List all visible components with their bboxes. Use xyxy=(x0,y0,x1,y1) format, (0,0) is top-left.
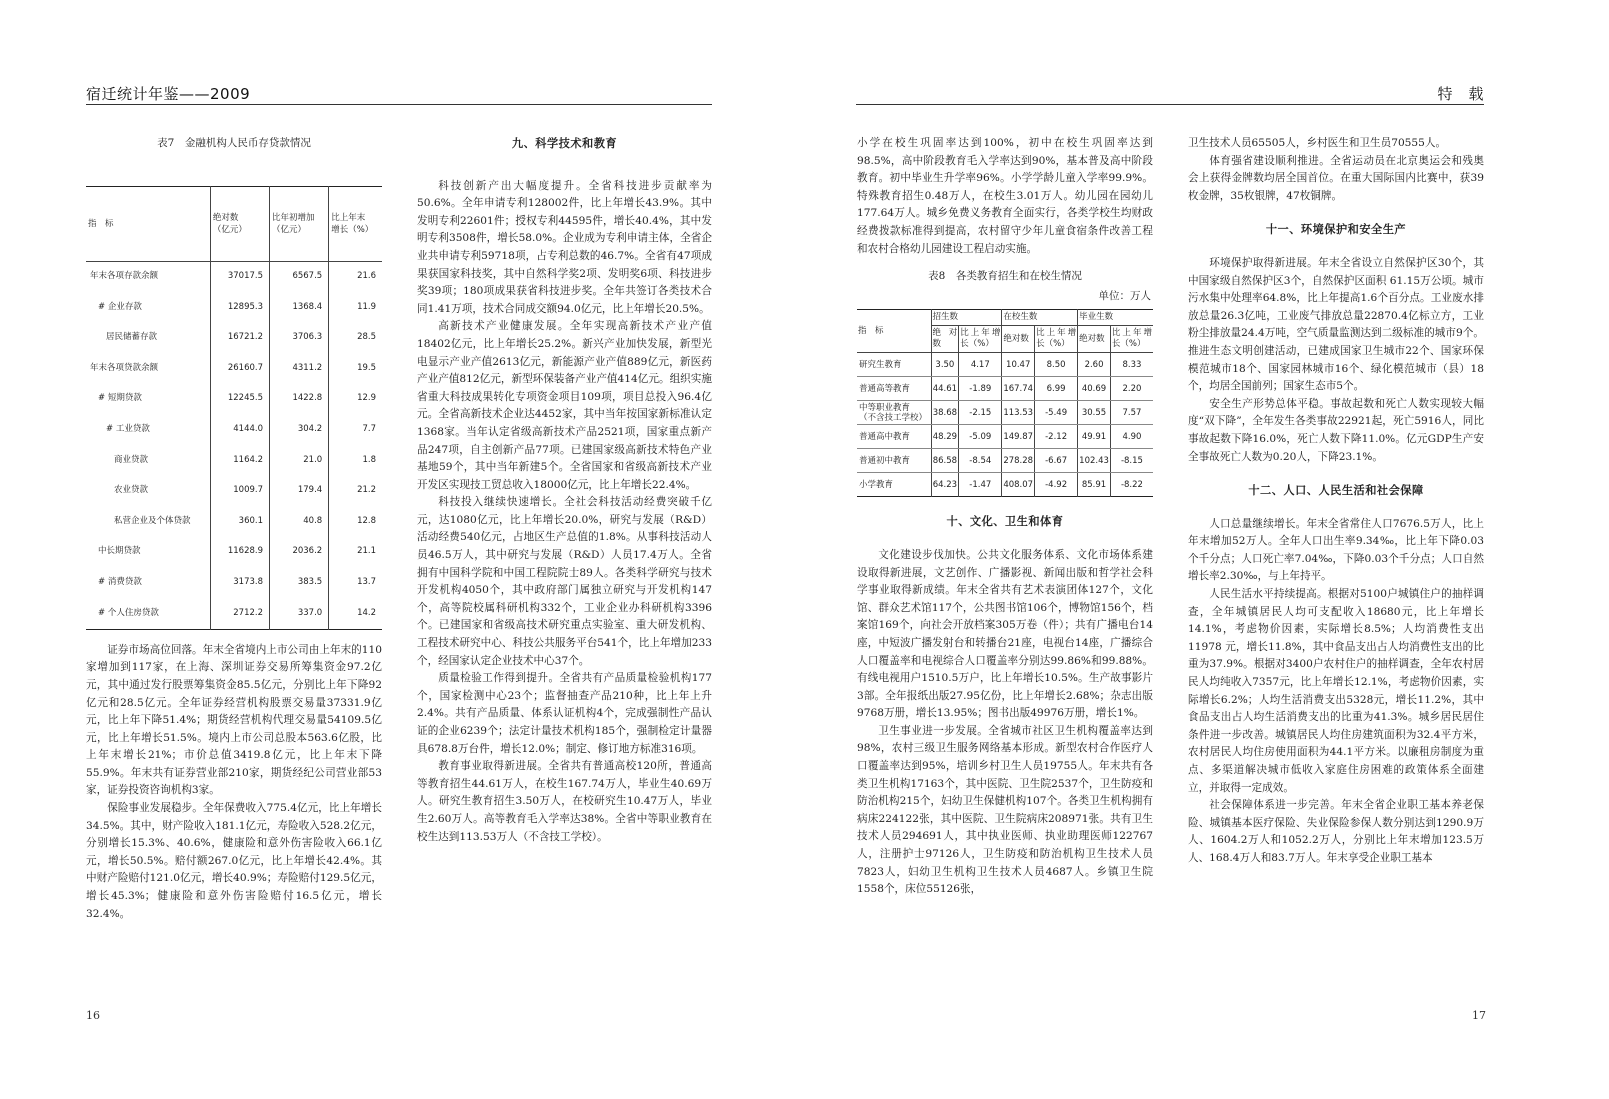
table7-cell-inc: 383.5 xyxy=(270,568,329,599)
table7-cell-inc: 40.8 xyxy=(270,506,329,537)
table7-row-label: 中长期贷款 xyxy=(98,546,141,557)
running-head-left: 宿迁统计年鉴——2009 xyxy=(86,85,251,103)
table8-cell: 8.50 xyxy=(1035,353,1078,377)
table8-row-label: 中等职业教育 （不含技工学校） xyxy=(857,401,931,425)
table7-header-inc: 比年初增加 （亿元） xyxy=(270,186,329,261)
left-page xyxy=(0,0,804,1099)
table8-row xyxy=(857,377,1153,401)
table8-cell: 102.43 xyxy=(1078,449,1111,473)
table8-row xyxy=(857,401,1153,425)
paragraph: 人口总量继续增长。年末全省常住人口7676.5万人，比上年末增加52万人。全年人口出生率9.34‰，比上年下降0.03个千分点；人口死亡率7.04‰，下降0.03个千分点；人口自然增长率2.30‰，与上年持平。 xyxy=(1188,517,1484,583)
table8-cell: 2.60 xyxy=(1078,353,1111,377)
table8-subheader: 比上年增长（%） xyxy=(959,326,1002,353)
table8-cell: -8.54 xyxy=(959,449,1002,473)
table8-cell: 4.90 xyxy=(1110,425,1153,449)
table7-cell-inc: 21.0 xyxy=(270,445,329,476)
table8-cell: 49.91 xyxy=(1078,425,1111,449)
table8-row-label: 普通高中教育 xyxy=(857,425,931,449)
table7-row-label: # 消费贷款 xyxy=(98,577,142,588)
paragraph: 教育事业取得新进展。全省共有普通高校120所，普通高等教育招生44.61万人，在校生167.74万人，毕业生40.69万人。研究生教育招生3.50万人，在校研究生10.47万人，毕业生2.60万人。高等教育毛入学率达38%。全省中等职业教育在校生达到113.53万人（不含技工学校）。 xyxy=(417,760,712,843)
table8-cell: 167.74 xyxy=(1002,377,1035,401)
left-column-1 xyxy=(86,135,382,923)
table7-cell-inc: 1368.4 xyxy=(270,292,329,323)
table7-cell-grow: 12.9 xyxy=(329,384,382,415)
table7-cell-grow: 19.5 xyxy=(329,353,382,384)
table7-row xyxy=(86,568,382,599)
table7-row xyxy=(86,537,382,568)
table7-row xyxy=(86,261,382,292)
table7-row-label: 年末各项贷款余额 xyxy=(90,362,159,373)
table8-subheader: 绝对数 xyxy=(1078,326,1111,353)
paragraph: 卫生事业进一步发展。全省城市社区卫生机构覆盖率达到98%，农村三级卫生服务网络基本形成。新型农村合作医疗人口覆盖率达到95%，培训乡村卫生人员19755人。年末共有各类卫生机构17163个，其中医院、卫生院2537个，卫生防疫和防治机构215个，妇幼卫生保健机构107个。各类卫生机构拥有病床224122张，其中医院、卫生院病床208971张。共有卫生技术人员294691人，其中执业医师、执业助理医师122767人，注册护士97126人，卫生防疫和防治机构卫生技术人员7823人，妇幼卫生机构卫生技术人员4687人。乡镇卫生院1558个，床位55126张， xyxy=(857,724,1153,896)
table8-cell: 3.50 xyxy=(931,353,959,377)
table8-cell: 30.55 xyxy=(1078,401,1111,425)
table8-cell: -6.67 xyxy=(1035,449,1078,473)
table8-cell: 86.58 xyxy=(931,449,959,473)
table8-row xyxy=(857,425,1153,449)
left-col1-text xyxy=(86,642,382,924)
table8-header-in-school: 在校生数 xyxy=(1002,310,1078,326)
table7-header-abs: 绝对数 （亿元） xyxy=(210,186,269,261)
header-rule-left xyxy=(86,104,712,105)
paragraph: 卫生技术人员65505人，乡村医生和卫生员70555人。 xyxy=(1188,137,1447,149)
table8-cell: -5.49 xyxy=(1035,401,1078,425)
table8-subheader: 比上年增长（%） xyxy=(1110,326,1153,353)
table8-cell: 8.33 xyxy=(1110,353,1153,377)
paragraph: 科技创新产出大幅度提升。全省科技进步贡献率为50.6%。全年申请专利128002件，比上年增长43.9%。其中发明专利22601件；授权专利44595件，增长40.4%，其中发明专利3508件，增长58.0%。企业成为专利申请主体，全省企业共申请专利59718项，占专利总数的46.7%。全省有47项成果获国家科技奖，其中自然科学奖2项、发明奖6项、科技进步奖39项；180项成果获省科技进步奖。全年共签订各类技术合同1.41万项，技术合同成交额94.0亿元，比上年增长20.5%。 xyxy=(417,179,712,315)
table7-header-indicator: 指 标 xyxy=(86,186,210,261)
table8-cell: 113.53 xyxy=(1002,401,1035,425)
right-column-2 xyxy=(1188,135,1484,868)
table7-cell-abs: 12245.5 xyxy=(210,384,269,415)
table7-row-label: # 企业存款 xyxy=(98,301,142,312)
table8 xyxy=(857,309,1153,497)
left-column-2 xyxy=(417,135,712,846)
table8-row-label: 普通高等教育 xyxy=(857,377,931,401)
table7-header-grow: 比上年末 增长（%） xyxy=(329,186,382,261)
table8-cell: -8.22 xyxy=(1110,473,1153,497)
table8-cell: 40.69 xyxy=(1078,377,1111,401)
table7-row xyxy=(86,384,382,415)
table7-body xyxy=(86,261,382,629)
table8-cell: -1.47 xyxy=(959,473,1002,497)
table8-cell: -5.09 xyxy=(959,425,1002,449)
table8-row-label: 小学教育 xyxy=(859,479,894,490)
page-number-left: 16 xyxy=(86,1009,100,1022)
section-heading-environment-safety: 十一、环境保护和安全生产 xyxy=(1265,223,1407,237)
paragraph: 小学在校生巩固率达到100%，初中在校生巩固率达到98.5%，高中阶段教育毛入学率达到90%，基本普及高中阶段教育。初中毕业生升学率96%。小学学龄儿童入学率99.9%。特殊教育招生0.48万人，在校生3.01万人。幼儿园在园幼儿177.64万人。城乡免费义务教育全面实行，各类学校生均财政经费拨款标准得到提高，农村留守少年儿童食宿条件改善工程和农村合格幼儿园建设工程启动实施。 xyxy=(857,137,1153,255)
table7-cell-abs: 4144.0 xyxy=(210,415,269,446)
table8-cell: 7.57 xyxy=(1110,401,1153,425)
table7-row xyxy=(86,323,382,354)
table7-cell-abs: 12895.3 xyxy=(210,292,269,323)
table7-cell-abs: 11628.9 xyxy=(210,537,269,568)
paragraph: 安全生产形势总体平稳。事故起数和死亡人数实现较大幅度“双下降”，全年发生各类事故22921起，死亡5916人，同比事故起数下降16.0%，死亡人数下降11.0%。亿元GDP生产安全事故死亡人数为0.20人，下降23.1%。 xyxy=(1188,397,1484,463)
paragraph: 质量检验工作得到提升。全省共有产品质量检验机构177个，国家检测中心23个；监督抽查产品210种，比上年上升2.4%。共有产品质量、体系认证机构4个，完成强制性产品认证的企业6239个；法定计量技术机构185个，强制检定计量器具678.8万台件，增长12.0%；制定、修订地方标准316项。 xyxy=(417,672,712,755)
table8-subheader: 绝对数 xyxy=(931,326,959,353)
table7-cell-grow: 12.8 xyxy=(329,506,382,537)
table8-cell: 6.99 xyxy=(1035,377,1078,401)
table7-cell-inc: 337.0 xyxy=(270,598,329,629)
paragraph: 体育强省建设顺利推进。全省运动员在北京奥运会和残奥会上获得金牌数均居全国首位。在重大国际国内比赛中，获39枚金牌，35枚银牌，47枚铜牌。 xyxy=(1188,154,1484,202)
table7-cell-abs: 1009.7 xyxy=(210,476,269,507)
table7-row xyxy=(86,598,382,629)
paragraph: 证券市场高位回落。年末全省境内上市公司由上年末的110家增加到117家，在上海、深圳证券交易所筹集资金97.2亿元，其中通过发行股票筹集资金85.5亿元，分别比上年下降92亿元和28.5亿元。全年证券经营机构股票交易量37331.9亿元，比上年下降51.4%；期货经营机构代理交易量54109.5亿元，比上年增长51.5%。境内上市公司总股本563.6亿股，比上年末增长21%；市价总值3419.8亿元，比上年末下降55.9%。年末共有证券营业部210家，期货经纪公司营业部53家，证券投资咨询机构3家。 xyxy=(86,643,382,797)
table7-row-label: 农业贷款 xyxy=(114,485,149,496)
table8-cell: -1.89 xyxy=(959,377,1002,401)
table8-row xyxy=(857,353,1153,377)
paragraph: 人民生活水平持续提高。根据对5100户城镇住户的抽样调查，全年城镇居民人均可支配收入18680元，比上年增长14.1%，考虑物价因素，实际增长8.5%；人均消费性支出11978 元，增长11.8%，其中食品支出占人均消费性支出的比重为37.9%。根据对3400户农村住户的抽样调查，全年农村居民人均纯收入7357元，比上年增长12.1%，考虑物价因素，实际增长6.2%；人均生活消费支出5328元，增长11.2%，其中食品支出占人均生活消费支出的比重为41.3%。城乡居民居住条件进一步改善。城镇居民人均住房建筑面积为32.4平方米，农村居民人均住房使用面积为44.1平方米。以廉租房制度为重点、多渠道解决城市低收入家庭住房困难的政策体系全面建立，并取得一定成效。 xyxy=(1188,588,1484,794)
table7-cell-grow: 28.5 xyxy=(329,323,382,354)
table8-header-indicator: 指 标 xyxy=(857,310,931,353)
paragraph: 科技投入继续快速增长。全社会科技活动经费突破千亿元，达1080亿元，比上年增长20.0%，研究与发展（R&D）活动经费540亿元，占地区生产总值的1.8%。从事科技活动人员46.5万人，其中研究与发展（R&D）人员17.4万人。全省拥有中国科学院和中国工程院院士89人。各类科学研究与技术开发机构4050个，其中政府部门属独立研究与开发机构147个，高等院校属科研机构332个，工业企业办科研机构3396个。已建国家和省级高技术研究重点实验室、重大研发机构、工程技术研究中心、科技公共服务平台541个，比上年增加233个，经国家认定企业技术中心37个。 xyxy=(417,496,712,667)
table8-cell: 38.68 xyxy=(931,401,959,425)
table7-header-row xyxy=(86,186,382,261)
table7-row-label: # 短期贷款 xyxy=(98,393,142,404)
table8-unit: 单位：万人 xyxy=(1098,289,1151,302)
table8-cell: 44.61 xyxy=(931,377,959,401)
table7-cell-grow: 11.9 xyxy=(329,292,382,323)
table8-row-label: 研究生教育 xyxy=(857,353,931,377)
paragraph: 环境保护取得新进展。年末全省设立自然保护区30个，其中国家级自然保护区3个，自然保护区面积 61.15万公顷。城市污水集中处理率64.8%，比上年提高1.6个百分点。工业废水排放总量26.3亿吨，工业废气排放总量22870.4亿标立方，工业粉尘排放量24.4万吨，空气质量监测达到二级标准的城市9个。推进生态文明创建活动，已建成国家卫生城市22个、国家环保模范城市18个、国家园林城市16个、绿化模范城市（县）18 个，均居全国前列；国家生态市5个。 xyxy=(1188,256,1484,393)
table8-body xyxy=(857,353,1153,497)
paragraph: 高新技术产业健康发展。全年实现高新技术产业产值18402亿元，比上年增长25.2%。新兴产业加快发展，新型光电显示产业产值2613亿元，新能源产业产值889亿元，新医药产业产值812亿元，新型环保装备产业产值414亿元。组织实施省重大科技成果转化专项资金项目109项，项目总投入96.4亿元。全省高新技术企业达4452家，其中当年按国家新标准认定1368家。当年认定省级高新技术产品2521项，国家重点新产品247项，自主创新产品77项。已建国家级高新技术特色产业基地59个，其中当年新建5个。全省国家和省级高新技术产业开发区实现技工贸总收入18000亿元，比上年增长22.4%。 xyxy=(417,320,712,491)
table8-cell: -2.15 xyxy=(959,401,1002,425)
table8-cell: 2.20 xyxy=(1110,377,1153,401)
table7-cell-inc: 179.4 xyxy=(270,476,329,507)
table7-cell-inc: 1422.8 xyxy=(270,384,329,415)
table7-cell-abs: 26160.7 xyxy=(210,353,269,384)
table7-caption: 表7 金融机构人民币存贷款情况 xyxy=(157,137,311,149)
table7-cell-inc: 304.2 xyxy=(270,415,329,446)
table7-cell-inc: 2036.2 xyxy=(270,537,329,568)
table7-cell-grow: 1.8 xyxy=(329,445,382,476)
table7-row xyxy=(86,445,382,476)
table8-header-enrollment: 招生数 xyxy=(931,310,1002,326)
table7-cell-inc: 6567.5 xyxy=(270,261,329,292)
paragraph: 社会保障体系进一步完善。年末全省企业职工基本养老保险、城镇基本医疗保险、失业保险参保人数分别达到1290.9万人、1604.2万人和1052.2万人，分别比上年末增加123.5万人、168.4万人和83.7万人。年末享受企业职工基本 xyxy=(1188,799,1484,864)
right-page xyxy=(805,0,1609,1099)
table7-cell-inc: 3706.3 xyxy=(270,323,329,354)
table7-cell-abs: 1164.2 xyxy=(210,445,269,476)
page-number-right: 17 xyxy=(1472,1009,1486,1022)
table8-cell: 10.47 xyxy=(1002,353,1035,377)
table7-cell-inc: 4311.2 xyxy=(270,353,329,384)
section-heading-culture-health-sports: 十、文化、卫生和体育 xyxy=(946,515,1064,529)
table8-cell: -4.92 xyxy=(1035,473,1078,497)
table8-caption: 表8 各类教育招生和在校生情况 xyxy=(928,270,1082,283)
header-rule-right xyxy=(856,104,1484,105)
table7-cell-grow: 13.7 xyxy=(329,568,382,599)
table7-row xyxy=(86,292,382,323)
table8-subheader: 比上年增长（%） xyxy=(1035,326,1078,353)
table7-cell-abs: 2712.2 xyxy=(210,598,269,629)
table7-cell-grow: 21.2 xyxy=(329,476,382,507)
table8-cell: -8.15 xyxy=(1110,449,1153,473)
section-heading-population-livelihood: 十二、人口、人民生活和社会保障 xyxy=(1248,484,1424,498)
table8-cell: 4.17 xyxy=(959,353,1002,377)
table7-row xyxy=(86,506,382,537)
table7-cell-abs: 360.1 xyxy=(210,506,269,537)
table8-cell: 85.91 xyxy=(1078,473,1111,497)
table7-row-label: 商业贷款 xyxy=(114,454,149,465)
right-column-1 xyxy=(857,135,1153,899)
table8-row xyxy=(857,473,1153,497)
table7-cell-abs: 37017.5 xyxy=(210,261,269,292)
table8-row xyxy=(857,449,1153,473)
table7-row-label: 私营企业及个体贷款 xyxy=(114,515,191,526)
table8-cell: 278.28 xyxy=(1002,449,1035,473)
paragraph: 文化建设步伐加快。公共文化服务体系、文化市场体系建设取得新进展，文艺创作、广播影视、新闻出版和哲学社会科学事业取得新成绩。年末全省共有艺术表演团体127个，文化馆、群众艺术馆117个，公共图书馆106个，博物馆156个，档案馆169个，向社会开放档案305万卷（件）；共有广播电台14座，中短波广播发射台和转播台21座，电视台14座，广播综合人口覆盖率和电视综合人口覆盖率分别达99.86%和99.88%。有线电视用户1510.5万户，比上年增长10.5%。生产故事影片3部。全年报纸出版27.95亿份，比上年增长2.68%；杂志出版9768万册，增长13.95%；图书出版49976万册，增长1%。 xyxy=(857,548,1153,720)
table7-row-label: 居民储蓄存款 xyxy=(106,332,158,343)
table8-cell: 408.07 xyxy=(1002,473,1035,497)
paragraph: 保险事业发展稳步。全年保费收入775.4亿元，比上年增长34.5%。其中，财产险收入181.1亿元，寿险收入528.2亿元，分别增长15.3%、40.6%，健康险和意外伤害险收入66.1亿元，增长50.5%。赔付额267.0亿元，比上年增长42.4%。其中财产险赔付121.0亿元，增长40.9%；寿险赔付129.5亿元，增长45.3%；健康险和意外伤害险赔付16.5亿元，增长32.4%。 xyxy=(86,802,382,920)
section-heading-science-education: 九、科学技术和教育 xyxy=(511,137,618,150)
table7-cell-grow: 14.2 xyxy=(329,598,382,629)
table8-group-header-row xyxy=(857,310,1153,326)
table8-cell: -2.12 xyxy=(1035,425,1078,449)
table8-header-graduates: 毕业生数 xyxy=(1078,310,1153,326)
table7-row xyxy=(86,353,382,384)
table8-subheader: 绝对数 xyxy=(1002,326,1035,353)
table7-row xyxy=(86,415,382,446)
table8-row-label: 普通初中教育 xyxy=(857,449,931,473)
table8-cell: 64.23 xyxy=(931,473,959,497)
table8-cell: 48.29 xyxy=(931,425,959,449)
table7 xyxy=(86,186,382,630)
table8-cell: 149.87 xyxy=(1002,425,1035,449)
table7-cell-grow: 7.7 xyxy=(329,415,382,446)
table7-cell-abs: 3173.8 xyxy=(210,568,269,599)
table7-cell-grow: 21.6 xyxy=(329,261,382,292)
table7-row-label: 年末各项存款余额 xyxy=(90,271,159,282)
table7-row-label: # 个人住房贷款 xyxy=(98,607,159,618)
table7-cell-grow: 21.1 xyxy=(329,537,382,568)
table7-row-label: # 工业贷款 xyxy=(106,424,150,435)
table7-row xyxy=(86,476,382,507)
table7-cell-abs: 16721.2 xyxy=(210,323,269,354)
running-head-right: 特 载 xyxy=(1437,85,1484,103)
